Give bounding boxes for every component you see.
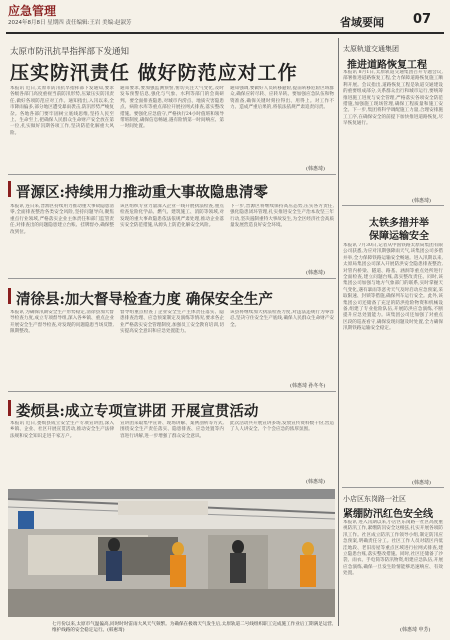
dateline: 2024年8月8日 星期四 责任编辑:王岩 美编:赵淑芳 (8, 20, 132, 26)
story4-body-col-2: 宣讲团采取集中宣讲、现场讲解、案例剖析等方式,围绕安全生产责任落实、隐患排查、应急处置等内容进行讲解,进一步增强了群众安全意识。 (120, 421, 224, 439)
masthead (0, 0, 450, 34)
headline-bar (8, 181, 11, 197)
right2-line2: 保障运输安全 (369, 231, 429, 242)
photo-caption: 七月份以来,太原市气温偏高,同时时时雷雨大风天气频繁。为确保在极端天气发生后,太原轨道二号线组织职工完成施工作业后工期满足运营,维护线路的安全稳定运行。(韩惠琦) (52, 622, 334, 633)
right1-kicker: 太原轨道交通集团 (343, 45, 399, 53)
story4-headline: 娄烦县:成立专项宣讲团 开展宣贯活动 (16, 403, 259, 420)
story2-body-col-1: 本报讯 连日来,晋源区持续用力推动重大事故隐患清零,全面排查整治各类安全风险,坚持问题导向,聚焦重点行业领域,严格落实企业主体责任和部门监管责任,对排查出的问题隐患建立台账、挂牌督办,确保整改到位。 (10, 204, 114, 235)
story4-body-col-1: 本报讯 近日,娄烦县成立安全生产专项宣讲团,深入乡镇、企业、社区开展宣贯活动,推动安全生产法律法规和安全知识走进千家万户。 (10, 421, 114, 439)
story2-body-col-3: 下一步,晋源区将继续保持高压态势,压实各方责任,强化隐患闭环管理,扎实推进安全生产治本攻坚三年行动,坚决遏制重特大事故发生,为全区经济社会高质量发展营造良好安全环境。 (230, 204, 334, 229)
story3-credit: (韩惠琦 孙冬冬) (290, 383, 326, 389)
lead-body-col-2: 通知要求,要加强监测预警,密切关注天气变化,及时发布预警信息,强化与气象、水利等部门的会商研判。要全面排查隐患,对城市内涝点、地质灾害隐患点、病险水库等重点部位开展拉网式排查,落实整改措施。要强化应急值守,严格执行24小时值班和领导带班制度,确保信息畅通,遇有险情第一时间响应、第一时间处置。 (120, 86, 224, 130)
headline-bar (8, 400, 11, 416)
right1-body: 本报讯 8月1日,太原轨道交通集团召开专题会议,部署推进道路恢复工程,全力保障道路恢复施工顺利开展。会议指出,道路恢复工程是轨道交通建设的重要组成部分,关系群众出行和城市运行,要统筹推进施工进度与安全管理,严格落实各项安全防范措施,加强施工现场管理,确保工程质量和施工安全。下一步,集团将科学调配施工力量,合理安排施工工序,在确保安全的前提下加快推进道路恢复,尽早恢复通行。 (343, 70, 443, 127)
photo-credit: (韩惠琦) (107, 628, 125, 633)
story3-headline: 清徐县:加大督导检查力度 确保安全生产 (16, 291, 273, 308)
column-rule (338, 38, 339, 626)
right2-body: 本报讯 7月30日,记者从中国铁路太原局集团有限公司获悉,为应对汛期强降雨天气,该集团公司多措并举,全力保障铁路运输安全畅通。进入汛期以来,太原局集团公司深入开展防洪安全隐患排查整治,对管内桥梁、隧道、路基、涵洞等重点处所进行全面检查,建立问题台账,落实整改责任。同时,该集团公司加强与地方气象部门的联系,实时掌握天气变化,遇有暴雨等恶劣天气及时启动应急预案,采取限速、封锁等措施,确保列车运行安全。此外,该集团公司还储备了充足的防洪抢险物资和机械设备,组建了专业抢险队伍,开展防洪应急演练,不断提升应急处置能力。该集团公司还加强了对重点区段的巡查看守,确保发现问题及时处置,全力确保汛期铁路运输安全稳定。 (343, 243, 443, 332)
right1-headline: 推进道路恢复工程 (347, 60, 427, 71)
right3-kicker: 小店区东岗路一社区 (343, 495, 406, 503)
divider (8, 391, 336, 392)
headline-bar (8, 288, 11, 304)
lead-body-col-1: 本报讯 近日,太原市防汛抗旱指挥部下发通知,要求各级各部门高度重视当前防汛形势,压紧压实防汛责任,做好各项防范应对工作。通知指出,入汛以来,全市降雨偏多,部分地区遭受暴雨袭击,防汛形势严峻复杂。各地各部门要牢固树立底线思维,坚持人民至上、生命至上,把确保人民群众生命财产安全放在第一位,扎实做好汛期各项工作,坚决防范化解重大风险。 (10, 86, 114, 136)
story4-body-col-3: 此次活动共开展宣讲多场,发放宣传资料数千份,营造了人人讲安全、个个会应急的浓厚氛围。 (230, 421, 334, 433)
lead-headline: 压实防汛责任 做好防范应对工作 (10, 62, 298, 84)
masthead-rule (6, 32, 444, 34)
story3-body-col-3: 该县将继续加大执法检查力度,对违法违规行为零容忍,坚决守住安全生产底线,确保人民群众生命财产安全。 (230, 310, 334, 328)
right3-headline: 紧绷防汛红色安全线 (343, 509, 433, 520)
lead-credit: (韩惠琦) (306, 166, 325, 172)
story2-headline: 晋源区:持续用力推动重大事故隐患清零 (16, 184, 268, 201)
divider (342, 205, 444, 206)
divider (8, 174, 336, 175)
story2-credit: (韩惠琦) (306, 270, 325, 276)
story4-credit: (韩惠琦) (306, 479, 325, 485)
right1-credit: (韩惠琦) (412, 198, 431, 204)
right2-line1: 太铁多措并举 (369, 218, 429, 229)
divider (8, 278, 336, 279)
lead-body-col-3: 通知强调,要做好人员转移避险,提前转移危险区域群众,确保应转尽转、应转早转。要加强应急队伍和物资准备,确保关键时刻拉得出、用得上。对工作不力、造成严重后果的,将依法依规严肃追责问责。 (230, 86, 334, 111)
right3-credit: (韩惠琦 申芳) (400, 627, 431, 633)
divider (342, 487, 444, 488)
page-number: 07 (413, 12, 432, 27)
right3-body: 本报讯 进入汛期以来,小店区东岗路一社区高度重视防汛工作,紧绷防汛安全这根弦,扎实开展各项防汛工作。社区成立防汛工作领导小组,制定防汛应急预案,明确责任分工。社区工作人员对辖区内低洼地段、老旧房屋等重点区域进行拉网式排查,建立隐患台账,落实整改措施。同时,社区还储备了沙袋、雨衣、手电筒等防汛物资,组建应急队伍,开展应急演练,确保一旦发生险情能够迅速响应、有效处置。 (343, 520, 443, 577)
story3-body-col-1: 本报讯 为确保汛期安全生产形势稳定,清徐县加大督导检查力度,成立专项督导组,深入各乡镇、重点企业开展安全生产督导检查,对发现的问题隐患当场反馈,限期整改。 (10, 310, 114, 335)
story2-body-col-2: 该区组织专业力量深入企业一线开展执法检查,重点检查危险化学品、燃气、建筑施工、消防等领域,对发现的重大事故隐患依法依规严肃处理,推动企业落实安全防范措施,从源头上防范化解安全风险。 (120, 204, 224, 229)
right-section-title: 省域要闻 (340, 16, 384, 29)
right2-credit: (韩惠琦) (412, 480, 431, 486)
news-photo (8, 489, 335, 617)
story3-body-col-2: 督导组重点检查了企业安全生产主体责任落实、隐患排查治理、应急预案制定及演练等情况,要求各企业严格落实安全管理制度,加强员工安全教育培训,切实提高安全意识和应急处置能力。 (120, 310, 224, 335)
lead-kicker: 太原市防汛抗旱指挥部下发通知 (10, 47, 130, 57)
section-title: 应急管理 (8, 4, 57, 18)
